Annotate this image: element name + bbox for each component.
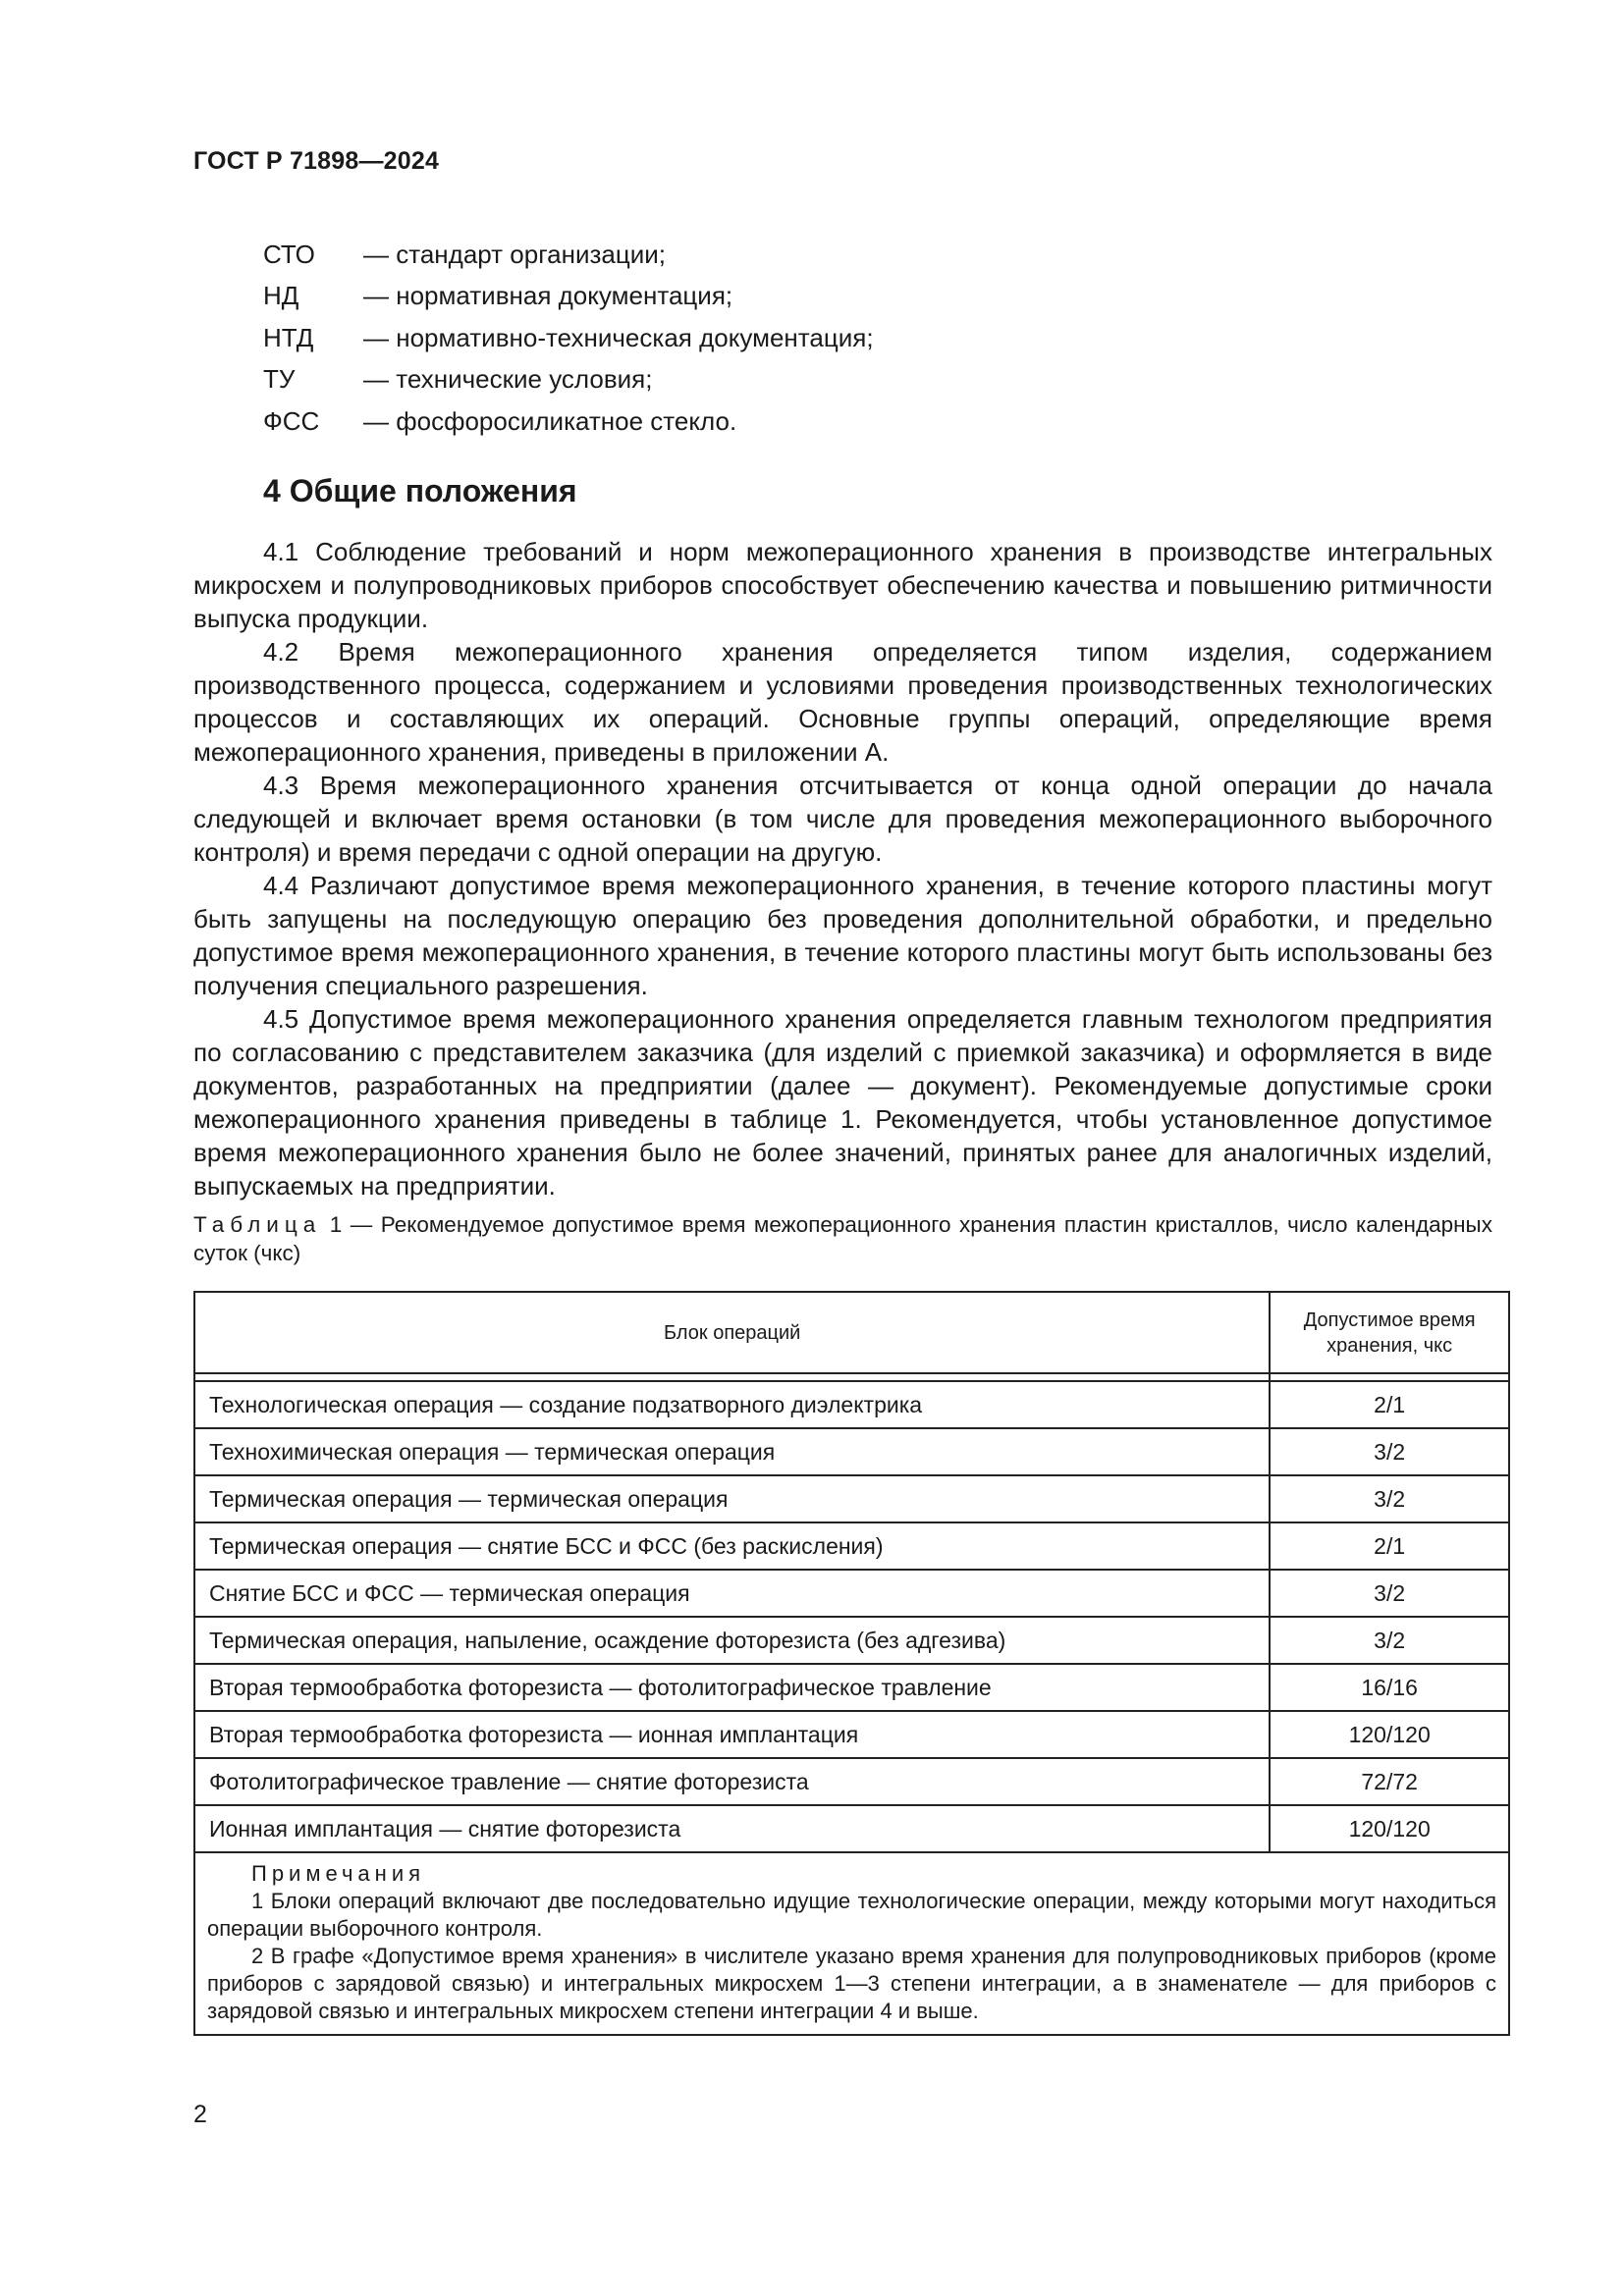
operation-cell: Технологическая операция — создание подзатворного диэлектрика	[194, 1381, 1270, 1428]
table-caption-label: Таблица	[193, 1212, 322, 1237]
operation-cell: Термическая операция, напыление, осаждение фоторезиста (без адгезива)	[194, 1617, 1270, 1664]
note-item: 1 Блоки операций включают две последовательно идущие технологические операции, между которыми могут находиться операции выборочного контроля.	[207, 1889, 1496, 1941]
time-cell: 3/2	[1270, 1617, 1509, 1664]
operation-cell: Фотолитографическое травление — снятие фоторезиста	[194, 1758, 1270, 1805]
note-item: 2 В графе «Допустимое время хранения» в числителе указано время хранения для полупроводниковых приборов (кроме приборов с зарядовой связью) и интегральных микросхем 1—3 степени интеграции, а в знаменателе — для приборов с зарядовой связью и интегральных микросхем степени интеграции 4 и выше.	[207, 1944, 1496, 2023]
table-row	[194, 1805, 1509, 1852]
abbreviation-item	[263, 317, 874, 359]
abbreviation-definition: — стандарт организации;	[363, 239, 667, 269]
table-row	[194, 1664, 1509, 1711]
paragraph: 4.3 Время межоперационного хранения отсчитывается от конца одной операции до начала следующей и включает время остановки (в том числе для проведения межоперационного выборочного контроля) и время передачи с одной операции на другую.	[193, 771, 1492, 867]
section-title: 4 Общие положения	[263, 473, 577, 508]
table-row	[194, 1617, 1509, 1664]
column-header-time: Допустимое время хранения, чкс	[1270, 1292, 1509, 1373]
table-notes-row	[194, 1852, 1509, 2035]
notes-title: Примечания	[251, 1861, 426, 1886]
abbreviation-term: ТУ	[263, 364, 296, 395]
time-cell: 3/2	[1270, 1570, 1509, 1617]
abbreviation-term: НТД	[263, 322, 314, 352]
table-caption-text: 1 — Рекомендуемое допустимое время межоперационного хранения пластин кристаллов, число календарных суток (чкс)	[193, 1212, 1492, 1265]
header-separator	[194, 1373, 1509, 1381]
operation-cell: Ионная имплантация — снятие фоторезиста	[194, 1805, 1270, 1852]
table-row	[194, 1381, 1509, 1428]
time-cell: 16/16	[1270, 1664, 1509, 1711]
operation-cell: Термическая операция — термическая операция	[194, 1475, 1270, 1522]
abbreviation-definition: — нормативно-техническая документация;	[363, 322, 874, 352]
operation-cell: Снятие БСС и ФСС — термическая операция	[194, 1570, 1270, 1617]
abbreviation-term: СТО	[263, 239, 315, 269]
table-header-row	[194, 1292, 1509, 1373]
abbreviation-definition: — технические условия;	[363, 364, 653, 395]
paragraph: 4.4 Различают допустимое время межоперационного хранения, в течение которого пластины могут быть запущены на последующую операцию без проведения дополнительной обработки, и предельно допустимое время межоперационного хранения, в течение которого пластины могут быть использованы без получения специального разрешения.	[193, 871, 1492, 1000]
table-row	[194, 1522, 1509, 1570]
storage-time-table	[193, 1291, 1510, 2036]
document-header: ГОСТ Р 71898—2024	[193, 147, 440, 175]
abbreviation-item	[263, 400, 874, 443]
page-number: 2	[193, 2101, 207, 2128]
table-row	[194, 1428, 1509, 1475]
time-cell: 72/72	[1270, 1758, 1509, 1805]
abbreviations-list	[263, 234, 874, 443]
abbreviation-item	[263, 359, 874, 401]
time-cell: 2/1	[1270, 1522, 1509, 1570]
paragraph: 4.5 Допустимое время межоперационного хранения определяется главным технологом предприятия по согласованию с представителем заказчика (для изделий с приемкой заказчика) и оформляется в виде документов, разработанных на предприятии (далее — документ). Рекомендуемые допустимые сроки межоперационного хранения приведены в таблице 1. Рекомендуется, чтобы установленное допустимое время межоперационного хранения было не более значений, принятых ранее для аналогичных изделий, выпускаемых на предприятии.	[193, 1004, 1492, 1201]
paragraph: 4.2 Время межоперационного хранения определяется типом изделия, содержанием производственного процесса, содержанием и условиями проведения производственных технологических процессов и составляющих их операций. Основные группы операций, определяющие время межоперационного хранения, приведены в приложении А.	[193, 637, 1492, 767]
time-cell: 2/1	[1270, 1381, 1509, 1428]
operation-cell: Вторая термообработка фоторезиста — фотолитографическое травление	[194, 1664, 1270, 1711]
abbreviation-definition: — нормативная документация;	[363, 281, 733, 311]
time-cell: 120/120	[1270, 1805, 1509, 1852]
section-body	[193, 535, 1492, 1202]
operation-cell: Термическая операция — снятие БСС и ФСС (без раскисления)	[194, 1522, 1270, 1570]
time-cell: 3/2	[1270, 1428, 1509, 1475]
operation-cell: Вторая термообработка фоторезиста — ионная имплантация	[194, 1711, 1270, 1758]
table-row	[194, 1711, 1509, 1758]
time-cell: 3/2	[1270, 1475, 1509, 1522]
paragraph: 4.1 Соблюдение требований и норм межоперационного хранения в производстве интегральных микросхем и полупроводниковых приборов способствует обеспечению качества и повышению ритмичности выпуска продукции.	[193, 537, 1492, 633]
table-row	[194, 1758, 1509, 1805]
table-notes	[194, 1852, 1509, 2035]
table-caption	[193, 1210, 1492, 1267]
table-row	[194, 1475, 1509, 1522]
abbreviation-term: ФСС	[263, 405, 320, 436]
abbreviation-item	[263, 234, 874, 276]
abbreviation-term: НД	[263, 281, 299, 311]
operation-cell: Технохимическая операция — термическая операция	[194, 1428, 1270, 1475]
abbreviation-definition: — фосфоросиликатное стекло.	[363, 405, 737, 436]
column-header-operations: Блок операций	[194, 1292, 1270, 1373]
table-row	[194, 1570, 1509, 1617]
abbreviation-item	[263, 276, 874, 318]
time-cell: 120/120	[1270, 1711, 1509, 1758]
